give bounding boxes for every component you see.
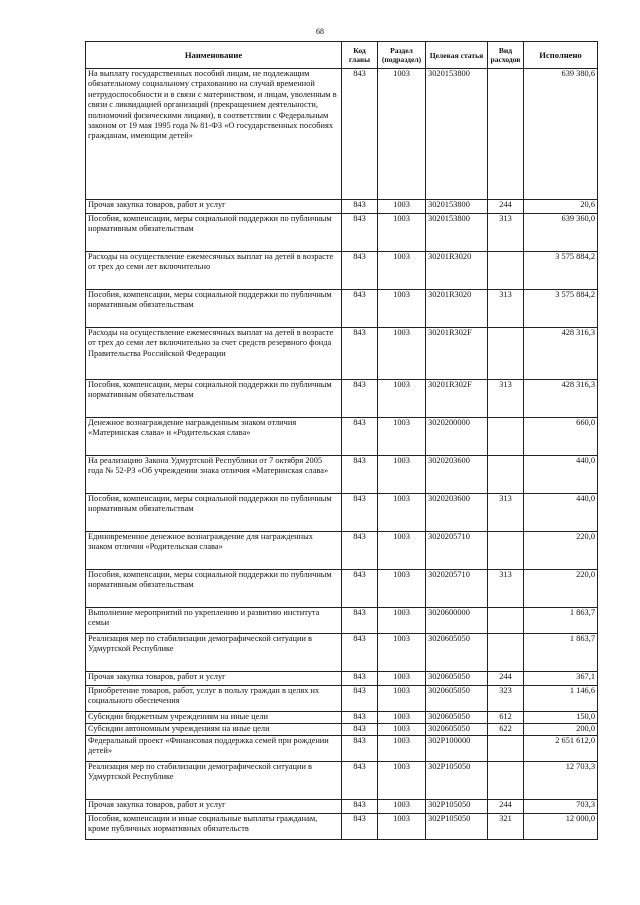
- row-section: 1003: [378, 634, 426, 672]
- row-expense: 321: [488, 814, 524, 840]
- table-row: [86, 736, 598, 762]
- row-expense: [488, 69, 524, 200]
- row-section: 1003: [378, 494, 426, 532]
- row-expense: 313: [488, 214, 524, 252]
- row-name: Пособия, компенсации, меры социальной поддержки по публичным нормативным обязательствам: [86, 380, 342, 418]
- row-section: 1003: [378, 252, 426, 290]
- row-chapter: 843: [342, 672, 378, 686]
- row-target: 3020200000: [426, 418, 488, 456]
- row-name: Пособия, компенсации, меры социальной поддержки по публичным нормативным обязательствам: [86, 290, 342, 328]
- header-target: Целевая статья: [426, 42, 488, 69]
- row-target: 3020605050: [426, 724, 488, 736]
- table-row: [86, 686, 598, 712]
- row-done: 639 380,6: [524, 69, 598, 200]
- row-done: 12 000,0: [524, 814, 598, 840]
- row-name: Расходы на осуществление ежемесячных выплат на детей в возрасте от трех до семи лет включительно за счет средств резервного фонда Правительства Российской Федерации: [86, 328, 342, 380]
- row-chapter: 843: [342, 380, 378, 418]
- row-chapter: 843: [342, 532, 378, 570]
- row-chapter: 843: [342, 634, 378, 672]
- table-row: [86, 608, 598, 634]
- row-name: Пособия, компенсации, меры социальной поддержки по публичным нормативным обязательствам: [86, 570, 342, 608]
- row-name: Субсидии бюджетным учреждениям на иные цели: [86, 712, 342, 724]
- table-header-row: [86, 42, 598, 69]
- row-expense: [488, 532, 524, 570]
- header-done: Исполнено: [524, 42, 598, 69]
- row-expense: [488, 418, 524, 456]
- row-target: 3020605050: [426, 686, 488, 712]
- row-section: 1003: [378, 380, 426, 418]
- row-expense: [488, 736, 524, 762]
- row-chapter: 843: [342, 418, 378, 456]
- table-row: [86, 380, 598, 418]
- row-expense: [488, 634, 524, 672]
- row-expense: 313: [488, 380, 524, 418]
- row-chapter: 843: [342, 712, 378, 724]
- row-name: Пособия, компенсации и иные социальные выплаты гражданам, кроме публичных нормативных обязательств: [86, 814, 342, 840]
- row-done: 440,0: [524, 494, 598, 532]
- row-expense: [488, 762, 524, 800]
- row-name: Расходы на осуществление ежемесячных выплат на детей в возрасте от трех до семи лет включительно: [86, 252, 342, 290]
- row-target: 302P105050: [426, 762, 488, 800]
- row-name: Федеральный проект «Финансовая поддержка семей при рождении детей»: [86, 736, 342, 762]
- row-target: 3020600000: [426, 608, 488, 634]
- row-target: 3020153800: [426, 214, 488, 252]
- row-chapter: 843: [342, 290, 378, 328]
- table-body: [86, 69, 598, 840]
- row-section: 1003: [378, 214, 426, 252]
- row-target: 3020605050: [426, 672, 488, 686]
- row-chapter: 843: [342, 570, 378, 608]
- row-done: 220,0: [524, 532, 598, 570]
- page-number: 68: [316, 27, 324, 36]
- row-name: Выполнение мероприятий по укреплению и развитию института семьи: [86, 608, 342, 634]
- row-done: 150,0: [524, 712, 598, 724]
- row-section: 1003: [378, 712, 426, 724]
- row-section: 1003: [378, 672, 426, 686]
- row-done: 440,0: [524, 456, 598, 494]
- row-done: 220,0: [524, 570, 598, 608]
- row-chapter: 843: [342, 814, 378, 840]
- row-section: 1003: [378, 762, 426, 800]
- table-row: [86, 814, 598, 840]
- row-chapter: 843: [342, 456, 378, 494]
- row-done: 200,0: [524, 724, 598, 736]
- row-section: 1003: [378, 290, 426, 328]
- row-target: 3020153800: [426, 69, 488, 200]
- row-chapter: 843: [342, 252, 378, 290]
- row-target: 30201R302F: [426, 380, 488, 418]
- table-row: [86, 724, 598, 736]
- row-target: 302P105050: [426, 814, 488, 840]
- row-target: 302P105050: [426, 800, 488, 814]
- table-row: [86, 200, 598, 214]
- row-section: 1003: [378, 800, 426, 814]
- row-name: Приобретение товаров, работ, услуг в пользу граждан в целях их социального обеспечения: [86, 686, 342, 712]
- table-row: [86, 494, 598, 532]
- row-section: 1003: [378, 418, 426, 456]
- row-section: 1003: [378, 608, 426, 634]
- row-chapter: 843: [342, 328, 378, 380]
- row-section: 1003: [378, 200, 426, 214]
- row-target: 3020203600: [426, 494, 488, 532]
- header-chapter: Код главы: [342, 42, 378, 69]
- row-section: 1003: [378, 456, 426, 494]
- row-section: 1003: [378, 736, 426, 762]
- row-expense: 313: [488, 570, 524, 608]
- row-name: Пособия, компенсации, меры социальной поддержки по публичным нормативным обязательствам: [86, 214, 342, 252]
- row-section: 1003: [378, 570, 426, 608]
- row-target: 3020605050: [426, 634, 488, 672]
- row-done: 20,6: [524, 200, 598, 214]
- row-expense: [488, 456, 524, 494]
- table-row: [86, 456, 598, 494]
- table-row: [86, 69, 598, 200]
- row-target: 3020153800: [426, 200, 488, 214]
- row-done: 1 863,7: [524, 608, 598, 634]
- row-name: Единовременное денежное вознаграждение для награжденных знаком отличия «Родительская слава»: [86, 532, 342, 570]
- header-name: Наименование: [86, 42, 342, 69]
- row-expense: 313: [488, 290, 524, 328]
- row-expense: [488, 252, 524, 290]
- row-expense: 323: [488, 686, 524, 712]
- row-chapter: 843: [342, 608, 378, 634]
- row-target: 3020205710: [426, 570, 488, 608]
- table-row: [86, 252, 598, 290]
- row-expense: [488, 328, 524, 380]
- row-chapter: 843: [342, 686, 378, 712]
- row-chapter: 843: [342, 762, 378, 800]
- row-done: 660,0: [524, 418, 598, 456]
- row-done: 703,3: [524, 800, 598, 814]
- row-done: 3 575 884,2: [524, 252, 598, 290]
- row-section: 1003: [378, 814, 426, 840]
- row-expense: 622: [488, 724, 524, 736]
- row-target: 3020605050: [426, 712, 488, 724]
- row-name: Реализация мер по стабилизации демографической ситуации в Удмуртской Республике: [86, 762, 342, 800]
- table-row: [86, 672, 598, 686]
- row-done: 3 575 884,2: [524, 290, 598, 328]
- row-chapter: 843: [342, 724, 378, 736]
- table-row: [86, 328, 598, 380]
- table-row: [86, 712, 598, 724]
- table-row: [86, 532, 598, 570]
- row-name: Денежное вознаграждение награжденным знаком отличия «Материнская слава» и «Родительская слава»: [86, 418, 342, 456]
- row-done: 1 146,6: [524, 686, 598, 712]
- row-chapter: 843: [342, 200, 378, 214]
- table-row: [86, 800, 598, 814]
- row-expense: [488, 608, 524, 634]
- row-target: 30201R3020: [426, 290, 488, 328]
- row-section: 1003: [378, 532, 426, 570]
- table-row: [86, 762, 598, 800]
- header-expense: Вид расходов: [488, 42, 524, 69]
- row-done: 12 703,3: [524, 762, 598, 800]
- row-chapter: 843: [342, 214, 378, 252]
- row-target: 30201R302F: [426, 328, 488, 380]
- row-target: 302P100000: [426, 736, 488, 762]
- row-chapter: 843: [342, 800, 378, 814]
- header-section: Раздел (подраздел): [378, 42, 426, 69]
- table-row: [86, 290, 598, 328]
- row-target: 30201R3020: [426, 252, 488, 290]
- table-row: [86, 214, 598, 252]
- budget-table: [85, 41, 598, 840]
- row-done: 1 863,7: [524, 634, 598, 672]
- table-row: [86, 634, 598, 672]
- row-section: 1003: [378, 686, 426, 712]
- row-name: Прочая закупка товаров, работ и услуг: [86, 200, 342, 214]
- table-row: [86, 570, 598, 608]
- row-name: На выплату государственных пособий лицам, не подлежащим обязательному социальному страхованию на случай временной нетрудоспособности и в связи с материнством, и лицам, уволенным в связи с ликвидацией организаций (прекращением деятельности, полномочий физическими лицами), в соответствии с Федеральным законом от 19 мая 1995 года № 81-ФЗ «О государственных пособиях гражданам, имеющим детей»: [86, 69, 342, 200]
- row-section: 1003: [378, 724, 426, 736]
- row-done: 639 360,0: [524, 214, 598, 252]
- row-expense: 612: [488, 712, 524, 724]
- table-row: [86, 418, 598, 456]
- row-chapter: 843: [342, 494, 378, 532]
- row-section: 1003: [378, 69, 426, 200]
- row-name: Реализация мер по стабилизации демографической ситуации в Удмуртской Республике: [86, 634, 342, 672]
- row-chapter: 843: [342, 736, 378, 762]
- row-name: Прочая закупка товаров, работ и услуг: [86, 800, 342, 814]
- row-section: 1003: [378, 328, 426, 380]
- row-done: 428 316,3: [524, 380, 598, 418]
- row-target: 3020205710: [426, 532, 488, 570]
- row-done: 2 651 612,0: [524, 736, 598, 762]
- row-name: Пособия, компенсации, меры социальной поддержки по публичным нормативным обязательствам: [86, 494, 342, 532]
- row-target: 3020203600: [426, 456, 488, 494]
- row-name: Субсидии автономным учреждениям на иные цели: [86, 724, 342, 736]
- row-chapter: 843: [342, 69, 378, 200]
- row-done: 428 316,3: [524, 328, 598, 380]
- row-expense: 244: [488, 672, 524, 686]
- row-expense: 244: [488, 800, 524, 814]
- row-name: На реализацию Закона Удмуртской Республики от 7 октября 2005 года № 52-РЗ «Об учреждении знака отличия «Материнская слава»: [86, 456, 342, 494]
- row-done: 367,1: [524, 672, 598, 686]
- row-expense: 244: [488, 200, 524, 214]
- row-expense: 313: [488, 494, 524, 532]
- row-name: Прочая закупка товаров, работ и услуг: [86, 672, 342, 686]
